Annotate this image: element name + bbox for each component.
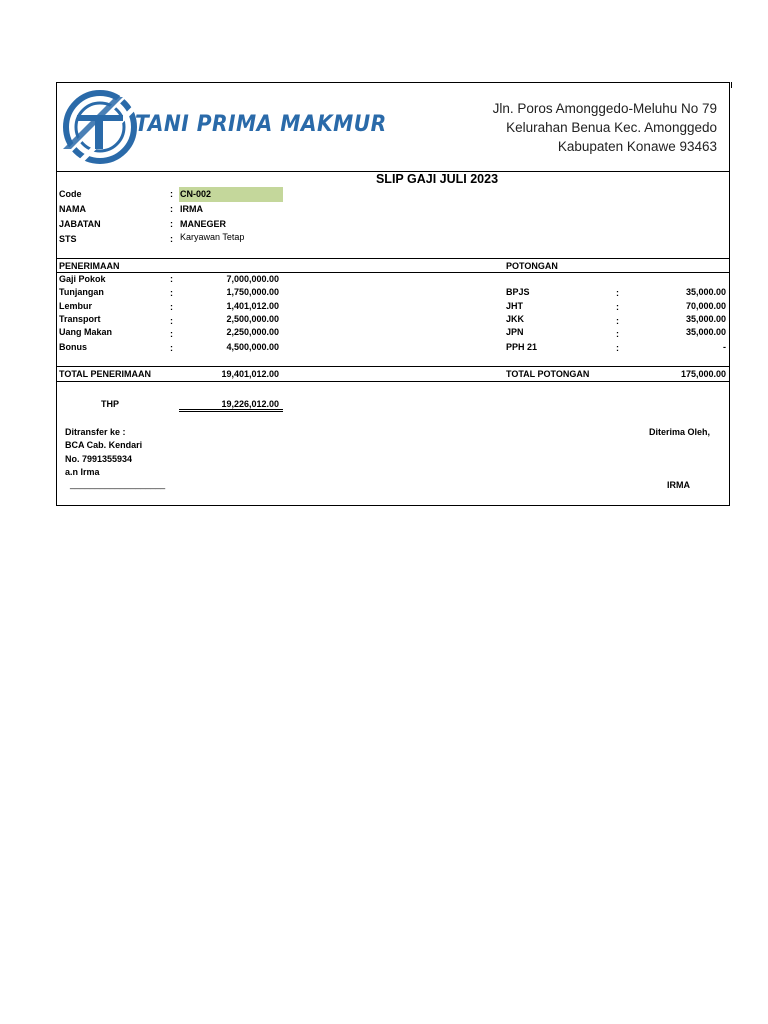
jabatan-value: MANEGER (180, 219, 227, 229)
total-potongan-value: 175,000.00 (680, 369, 726, 379)
transfer-holder: a.n Irma (65, 467, 100, 477)
earning-label: Uang Makan (59, 327, 113, 337)
deduction-value: 35,000.00 (685, 314, 726, 324)
colon: : (170, 274, 173, 284)
potongan-header: POTONGAN (506, 261, 558, 271)
colon: : (170, 219, 173, 229)
colon: : (170, 288, 173, 298)
slip-header (57, 83, 729, 172)
deduction-label: BPJS (506, 287, 530, 297)
thp-label: THP (101, 399, 119, 409)
total-potongan-label: TOTAL POTONGAN (506, 369, 590, 379)
earning-value: 1,750,000.00 (226, 287, 279, 297)
earning-label: Tunjangan (59, 287, 104, 297)
section-divider (57, 272, 729, 273)
jabatan-label: JABATAN (59, 219, 101, 229)
earning-value: 4,500,000.00 (226, 342, 279, 352)
deduction-value: 35,000.00 (685, 327, 726, 337)
code-value: CN-002 (180, 189, 212, 199)
colon: : (170, 234, 173, 244)
sts-value: Karyawan Tetap (180, 232, 245, 242)
nama-label: NAMA (59, 204, 86, 214)
nama-value: IRMA (180, 204, 203, 214)
slip-title: SLIP GAJI JULI 2023 (375, 172, 499, 186)
colon: : (170, 189, 173, 199)
transfer-heading: Ditransfer ke : (65, 427, 126, 437)
total-penerimaan-value: 19,401,012.00 (221, 369, 279, 379)
sts-label: STS (59, 234, 77, 244)
address-line-2: Kelurahan Benua Kec. Amonggedo (506, 120, 717, 135)
colon: : (616, 302, 619, 312)
totals-divider (57, 381, 729, 382)
earning-value: 7,000,000.00 (226, 274, 279, 284)
section-divider (57, 258, 729, 259)
receiver-heading: Diterima Oleh, (649, 427, 711, 437)
earning-label: Gaji Pokok (59, 274, 106, 284)
colon: : (170, 204, 173, 214)
earning-label: Bonus (59, 342, 87, 352)
deduction-label: JKK (506, 314, 525, 324)
deduction-label: JPN (506, 327, 524, 337)
deduction-value: 70,000.00 (685, 301, 726, 311)
earning-value: 2,500,000.00 (226, 314, 279, 324)
colon: : (616, 343, 619, 353)
transfer-bank: BCA Cab. Kendari (65, 440, 143, 450)
colon: : (616, 329, 619, 339)
transfer-account: No. 7991355934 (65, 454, 133, 464)
colon: : (170, 316, 173, 326)
earning-label: Lembur (59, 301, 93, 311)
deduction-label: JHT (506, 301, 524, 311)
colon: : (170, 329, 173, 339)
colon: : (616, 288, 619, 298)
thp-value: 19,226,012.00 (221, 399, 279, 409)
address-line-3: Kabupaten Konawe 93463 (557, 139, 717, 154)
colon: : (170, 343, 173, 353)
thp-underline (179, 409, 283, 410)
earning-value: 2,250,000.00 (226, 327, 279, 337)
code-label: Code (59, 189, 82, 199)
receiver-name: IRMA (667, 480, 690, 490)
thp-underline (179, 411, 283, 412)
address-line-1: Jln. Poros Amonggedo-Meluhu No 79 (492, 101, 717, 116)
colon: : (170, 302, 173, 312)
earning-label: Transport (59, 314, 101, 324)
total-penerimaan-label: TOTAL PENERIMAAN (59, 369, 152, 379)
penerimaan-header: PENERIMAAN (59, 261, 120, 271)
totals-divider (57, 366, 729, 367)
deduction-value: 35,000.00 (685, 287, 726, 297)
company-name: TANI PRIMA MAKMUR (135, 112, 387, 137)
deduction-value: - (723, 342, 726, 352)
colon: : (616, 316, 619, 326)
signature-line: ___________________ (70, 479, 166, 489)
earning-value: 1,401,012.00 (226, 301, 279, 311)
corner-mark (731, 82, 732, 88)
salary-slip (56, 82, 730, 506)
deduction-label: PPH 21 (506, 342, 538, 352)
